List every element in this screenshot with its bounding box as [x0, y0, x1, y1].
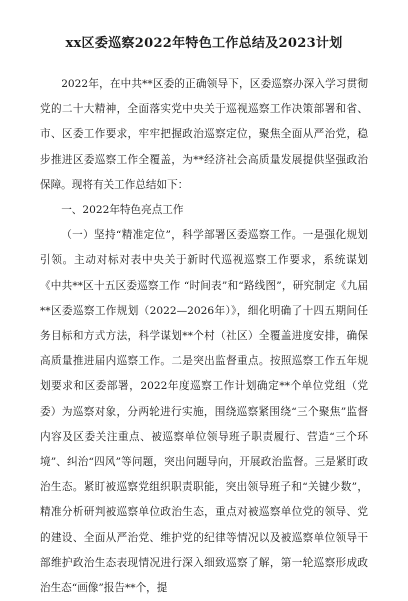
section-heading: 一、2022年特色亮点工作: [61, 204, 184, 217]
intro-paragraph: 2022年，在中共**区委的正确领导下，区委巡察办深入学习贯彻党的二十大精神，全面落实党中央关于巡视巡察工作决策部署和省、市、区委工作要求，牢牢把握政治巡察定位，聚焦全面从严治党，稳步推进区委巡察工作全覆盖，为**经济社会高质量发展提供坚强政治保障。现将有关工作总结如下：: [40, 78, 368, 191]
section-paragraph: （一）坚持“精准定位”，科学部署区委巡察工作。一是强化规划引领。主动对标对表中央关于新时代巡视巡察工作要求，系统谋划《中共**区十五区委巡察工作 “时间表”和“路线图”，研究制定《九届**区委巡察工作规划（2022—2026年）》，细化明确了十四五期间任务目标和方式方法，科学谋划**个村（社区）全覆盖进度安排，确保高质量推进届内巡察工作。二是突出监督重点。按照巡察工作五年规划要求和区委部署，2022年度巡察工作计划确定**个单位党组（党委）为巡察对象，分两轮进行实施，围绕巡察紧围绕“三个聚焦”监督内容及区委关注重点、被巡察单位领导班子职责履行、营造“三个环境”、纠治“四风”等问题，突出问题导向，开展政治监督。三是紧盯政治生态。紧盯被巡察党组织职责职能，突出领导班子和“关键少数”，精准分析研判被巡察单位政治生态，重点对被巡察单位党的领导、党的建设、全面从严治党、维护党的纪律等情况以及被巡察单位领导干部维护政治生态表现情况进行深入细致巡察了解，第一轮巡察形成政治生态“画像”报告**个，提: [40, 229, 368, 595]
document-body: [40, 72, 368, 601]
document-title: xx区委巡察2022年特色工作总结及2023计划: [65, 36, 343, 51]
